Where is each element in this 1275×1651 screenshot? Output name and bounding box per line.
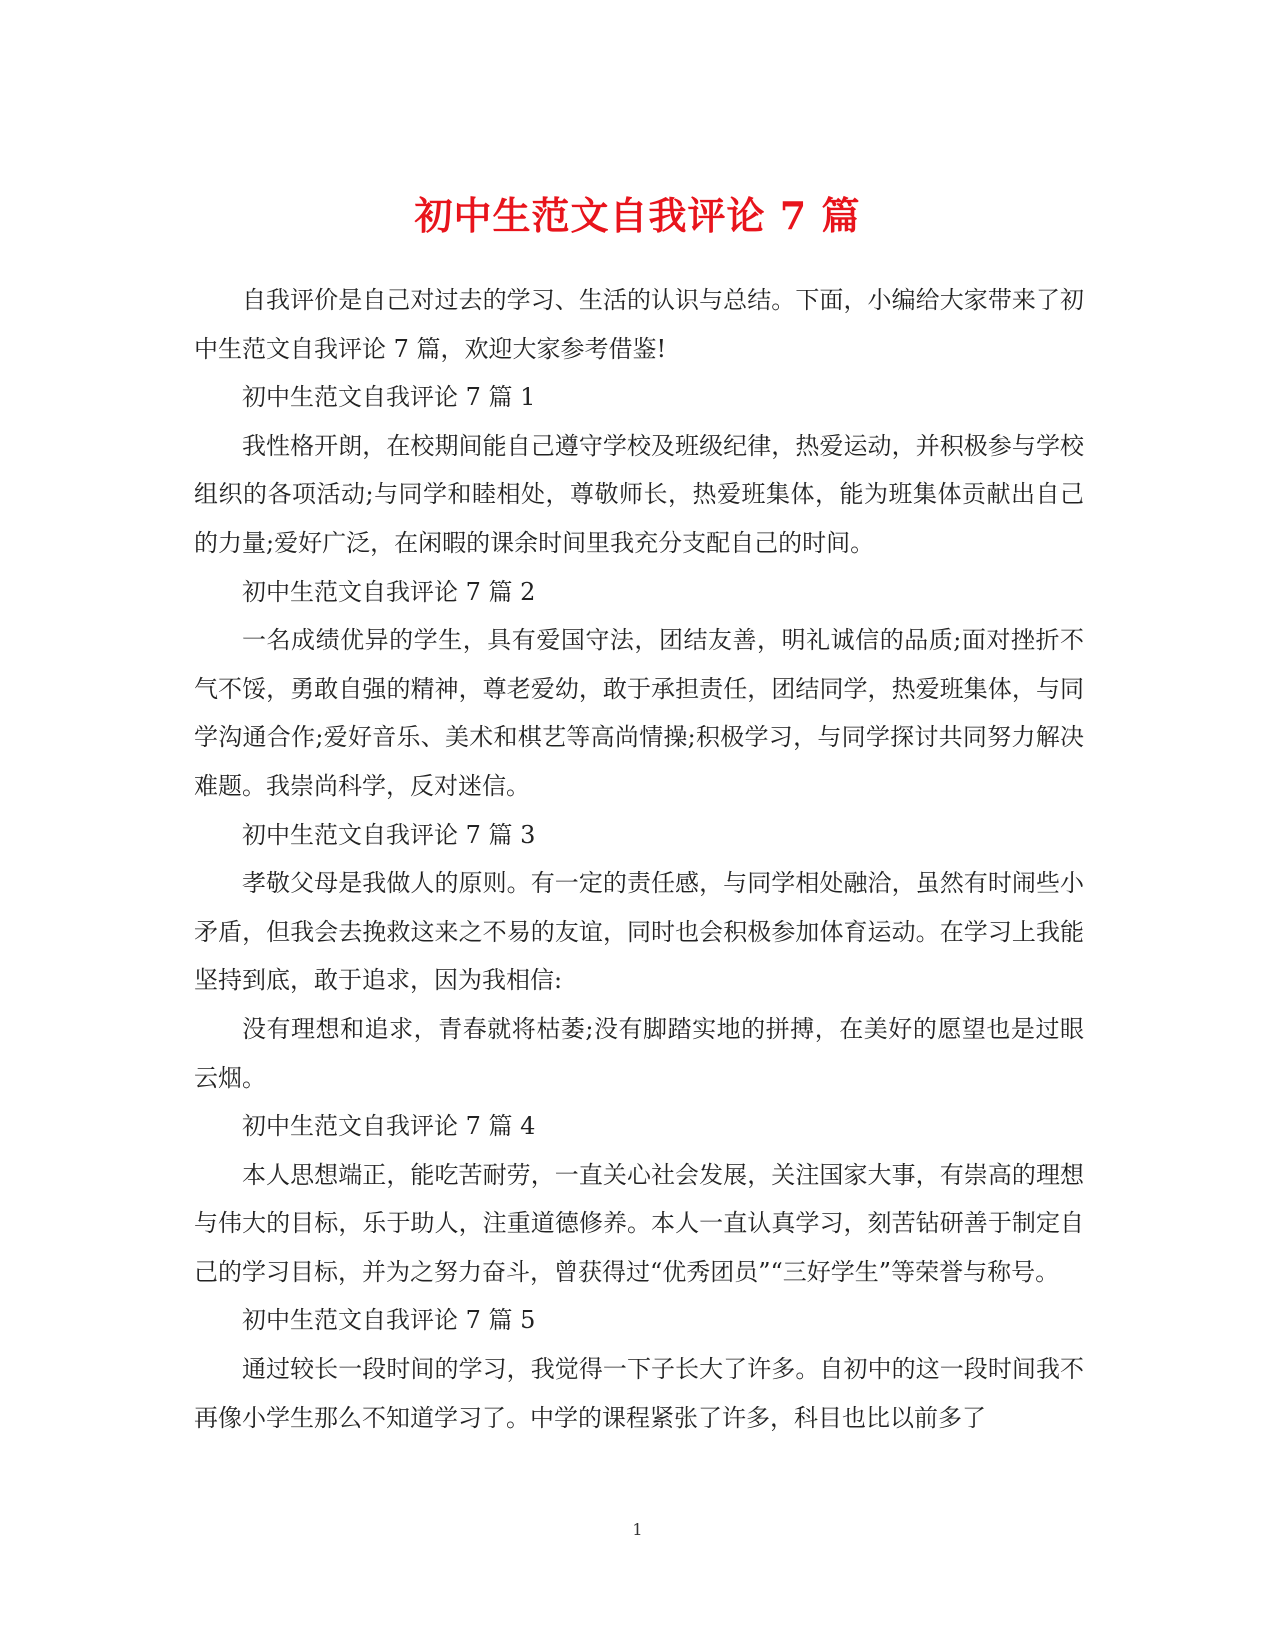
section-paragraph: 一名成绩优异的学生，具有爱国守法，团结友善，明礼诚信的品质;面对挫折不气不馁，勇敢自强的精神，尊老爱幼，敢于承担责任，团结同学，热爱班集体，与同学沟通合作;爱好音乐、美术和棋艺等高尚情操;积极学习，与同学探讨共同努力解决难题。我崇尚科学，反对迷信。: [194, 626, 1084, 800]
intro-paragraph: 自我评价是自己对过去的学习、生活的认识与总结。下面，小编给大家带来了初中生范文自我评论 7 篇，欢迎大家参考借鉴!: [194, 286, 1084, 363]
document-body: [194, 276, 1084, 1442]
section-paragraph: 本人思想端正，能吃苦耐劳，一直关心社会发展，关注国家大事，有崇高的理想与伟大的目标，乐于助人，注重道德修养。本人一直认真学习，刻苦钻研善于制定自己的学习目标，并为之努力奋斗，曾获得过“优秀团员”“三好学生”等荣誉与称号。: [194, 1160, 1084, 1286]
document-title: 初中生范文自我评论 7 篇: [414, 193, 861, 239]
page-number: 1: [632, 1520, 643, 1539]
section-paragraph: 我性格开朗，在校期间能自己遵守学校及班级纪律，热爱运动，并积极参与学校组织的各项活动;与同学和睦相处，尊敬师长，热爱班集体，能为班集体贡献出自己的力量;爱好广泛，在闲暇的课余时间里我充分支配自己的时间。: [194, 431, 1084, 557]
section-heading-1: 初中生范文自我评论 7 篇 1: [242, 383, 536, 412]
section-paragraph: 孝敬父母是我做人的原则。有一定的责任感，与同学相处融洽，虽然有时闹些小矛盾，但我会去挽救这来之不易的友谊，同时也会积极参加体育运动。在学习上我能坚持到底，敢于追求，因为我相信:: [194, 869, 1084, 995]
section-heading-4: 初中生范文自我评论 7 篇 4: [242, 1112, 536, 1141]
section-paragraph: 没有理想和追求，青春就将枯萎;没有脚踏实地的拼搏，在美好的愿望也是过眼云烟。: [194, 1014, 1084, 1092]
section-heading-5: 初中生范文自我评论 7 篇 5: [242, 1306, 536, 1335]
section-heading-3: 初中生范文自我评论 7 篇 3: [242, 820, 536, 849]
section-paragraph: 通过较长一段时间的学习，我觉得一下子长大了许多。自初中的这一段时间我不再像小学生那么不知道学习了。中学的课程紧张了许多，科目也比以前多了: [194, 1355, 1084, 1432]
section-heading-2: 初中生范文自我评论 7 篇 2: [242, 577, 536, 606]
